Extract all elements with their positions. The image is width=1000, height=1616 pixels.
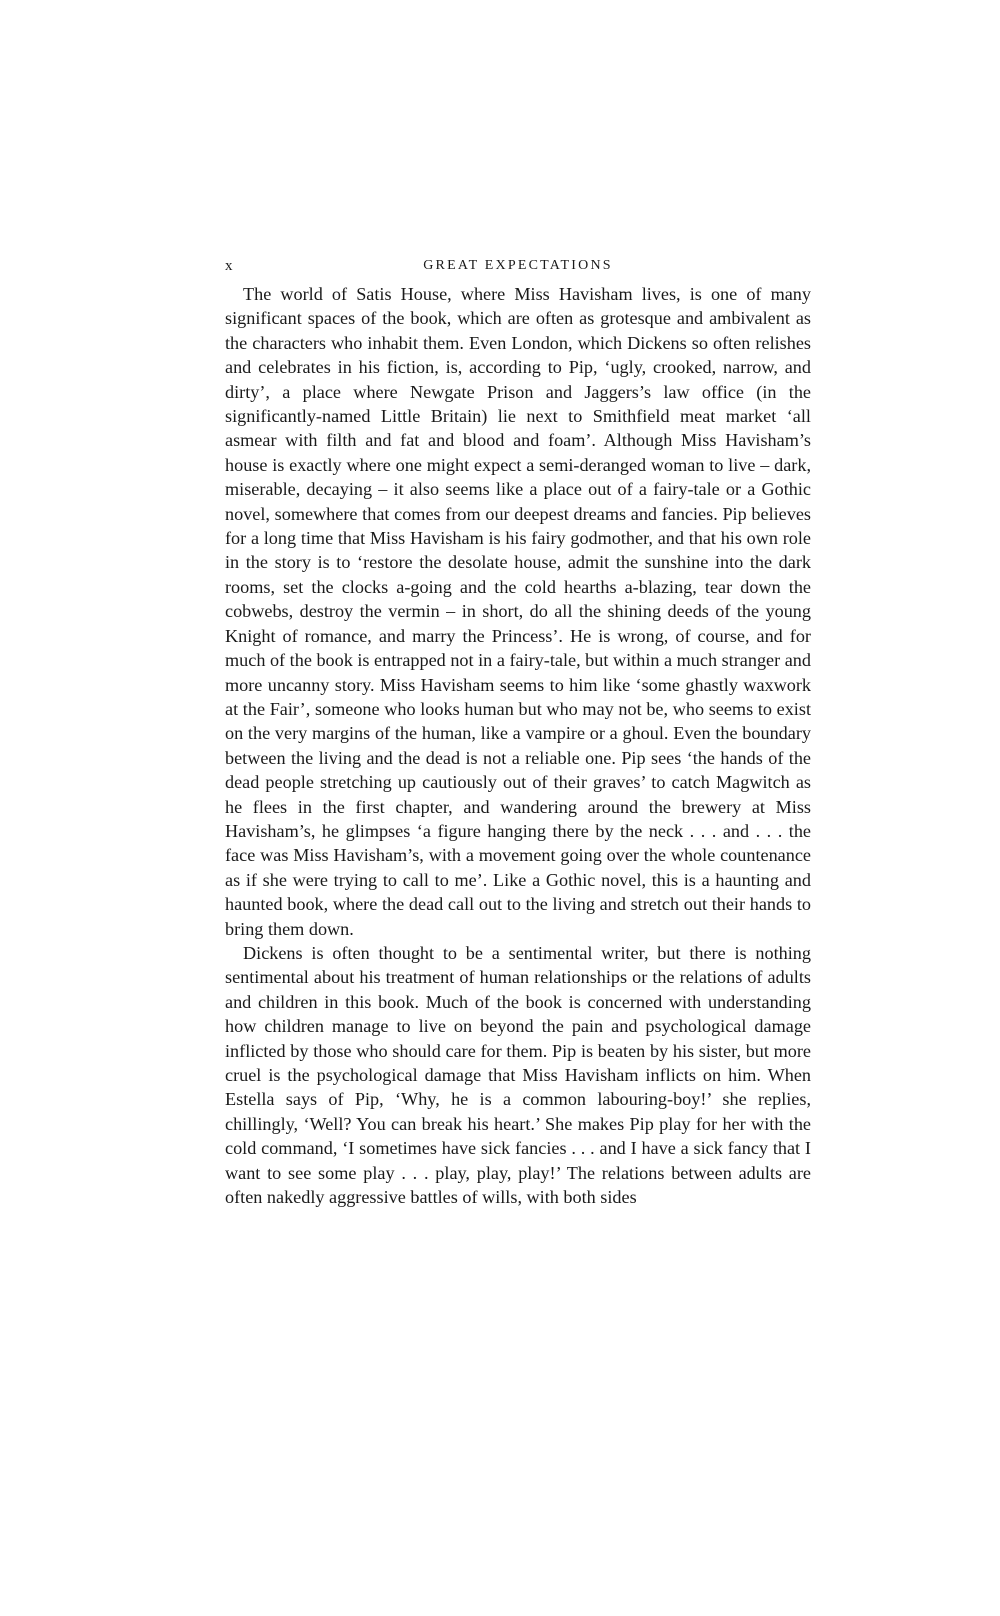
page-number: x — [225, 258, 233, 274]
body-text — [225, 282, 811, 1209]
running-head — [225, 256, 811, 278]
book-title: GREAT EXPECTATIONS — [423, 258, 613, 273]
paragraph-1: The world of Satis House, where Miss Havisham lives, is one of many significant spaces of the book, which are often as grotesque and ambivalent as the characters who inhabit them. Even London, which Dickens so often relishes and celebrates in his fiction, is, according to Pip, ‘ugly, crooked, narrow, and dirty’, a place where Newgate Prison and Jaggers’s law office (in the significantly-named Little Britain) lie next to Smithfield meat market ‘all asmear with filth and fat and blood and foam’. Although Miss Havisham’s house is exactly where one might expect a semi-deranged woman to live – dark, miserable, decaying – it also seems like a place out of a fairy-tale or a Gothic novel, somewhere that comes from our deepest dreams and fancies. Pip believes for a long time that Miss Havisham is his fairy godmother, and that his own role in the story is to ‘restore the desolate house, admit the sunshine into the dark rooms, set the clocks a-going and the cold hearths a-blazing, tear down the cobwebs, destroy the vermin – in short, do all the shining deeds of the young Knight of romance, and marry the Princess’. He is wrong, of course, and for much of the book is entrapped not in a fairy-tale, but within a much stranger and more uncanny story. Miss Havisham seems to him like ‘some ghastly waxwork at the Fair’, someone who looks human but who may not be, who seems to exist on the very margins of the human, like a vampire or a ghoul. Even the boundary between the living and the dead is not a reliable one. Pip sees ‘the hands of the dead people stretching up cautiously out of their graves’ to catch Magwitch as he flees in the first chapter, and wandering around the brewery at Miss Havisham’s, he glimpses ‘a figure hanging there by the neck . . . and . . . the face was Miss Havisham’s, with a movement going over the whole countenance as if she were trying to call to me’. Like a Gothic novel, this is a haunting and haunted book, where the dead call out to the living and stretch out their hands to bring them down. — [225, 284, 811, 939]
paragraph-2: Dickens is often thought to be a sentimental writer, but there is nothing sentimental about his treatment of human relationships or the relations of adults and children in this book. Much of the book is concerned with understanding how children manage to live on beyond the pain and psychological damage inflicted by those who should care for them. Pip is beaten by his sister, but more cruel is the psychological damage that Miss Havisham inflicts on him. When Estella says of Pip, ‘Why, he is a common labouring-boy!’ she replies, chillingly, ‘Well? You can break his heart.’ She makes Pip play for her with the cold command, ‘I sometimes have sick fancies . . . and I have a sick fancy that I want to see some play . . . play, play, play!’ The relations between adults are often nakedly aggressive battles of wills, with both sides — [225, 942, 811, 1208]
book-page — [225, 256, 811, 1209]
